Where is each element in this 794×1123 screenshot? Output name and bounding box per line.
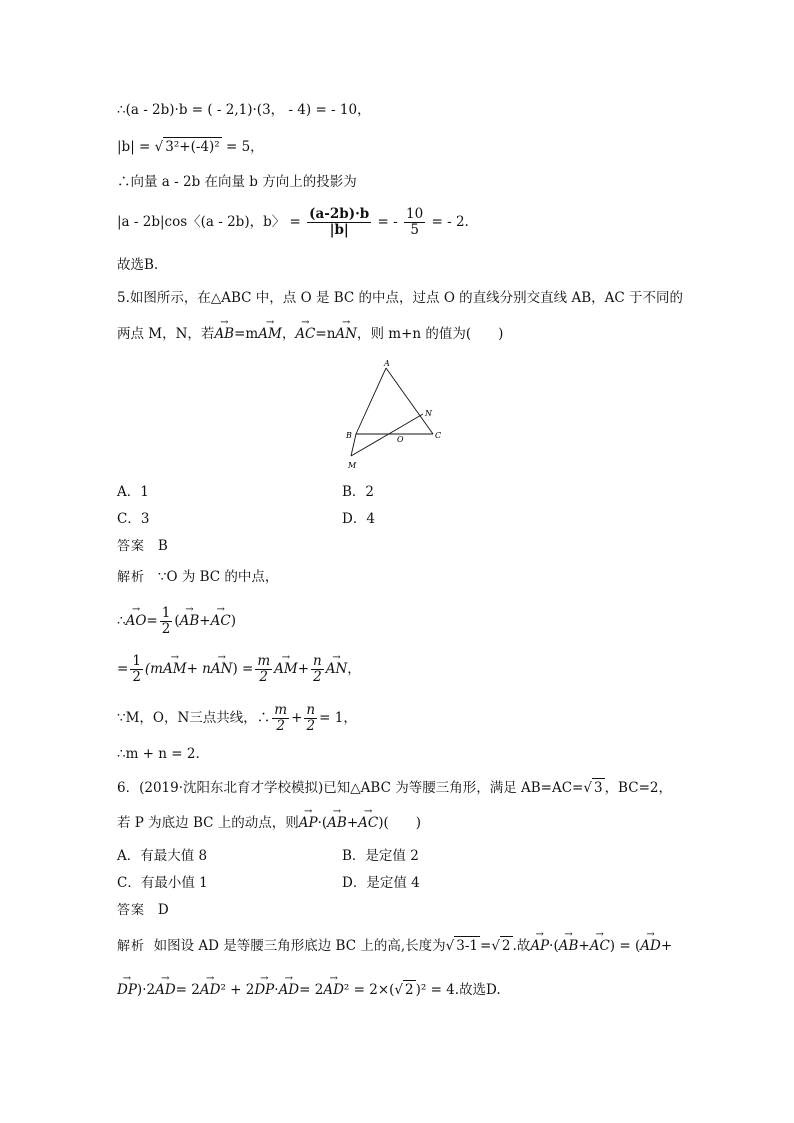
vector-AD: → AD (323, 981, 344, 999)
fraction-denominator: 5 (410, 222, 419, 238)
m-half-fraction (272, 703, 289, 734)
projection-denominator: |b| (329, 222, 349, 238)
plus: + (578, 938, 590, 954)
vector-DP: → DP (254, 981, 274, 999)
equals-two: = 2 (175, 982, 200, 998)
half-fraction (130, 654, 143, 685)
q5-option-b: B．2 (342, 484, 375, 500)
q6-stem-line1: 6．(2019·沈阳东北育才学校模拟)已知△ABC 为等腰三角形，满足 AB=AC=√ 3 ，BC=2， (117, 780, 672, 796)
vector-AM: → AM (274, 660, 298, 678)
solution-line-projection-intro: ∴向量 a - 2b 在向量 b 方向上的投影为 (117, 174, 357, 190)
projection-mid: = - (377, 214, 398, 230)
solution-line-projection-formula (117, 207, 469, 238)
q6-answer (117, 901, 169, 920)
answer-value: B (157, 538, 168, 554)
dot: · (274, 982, 279, 998)
n-half-fraction (304, 703, 317, 734)
vector-AO: → AO (126, 612, 147, 630)
vector-AD: → AD (200, 981, 221, 999)
vector-DP: → DP (117, 981, 137, 999)
label-A: A (384, 359, 390, 368)
q5-eq1: =m (234, 326, 259, 342)
plus: + (660, 938, 673, 954)
half-den: 2 (259, 669, 269, 685)
half-den: 2 (276, 718, 285, 734)
solution-line-magnitude: |b| = √ 3²+(-4)² = 5， (117, 139, 264, 155)
analysis-label: 解析 (117, 939, 146, 954)
half-fraction (160, 606, 173, 637)
projection-numerator: (a-2b)·b (309, 206, 370, 222)
comma: ， (347, 661, 361, 677)
vector-AN: → AN (326, 660, 348, 678)
vector-AM: → AM (163, 660, 187, 678)
vector-AN: → AN (211, 660, 233, 678)
half-den: 2 (161, 621, 171, 637)
vector-AN: → AN (335, 325, 357, 343)
q5-option-d: D．4 (342, 511, 375, 527)
radicand-3-minus-1: 3-1 (456, 938, 478, 954)
so-text: .故 (512, 938, 531, 954)
q6-stem-end: ，BC=2， (604, 780, 672, 796)
half-den: 2 (132, 669, 141, 685)
q5-sep: ， (281, 326, 296, 342)
plus: + (199, 613, 211, 629)
q6-option-c: C．有最小值 1 (117, 875, 208, 891)
vector-AD: → AD (640, 937, 661, 955)
q5-option-c: C．3 (117, 511, 150, 527)
q6-analysis-line2: → DP)·2→ AD= 2→ AD² + 2→ DP·→ AD= 2→ AD² = 2×(√ 2 )² = 4.故选D. (117, 980, 501, 999)
projection-left: |a - 2b|cos〈(a - 2b)，b〉 = (117, 214, 301, 230)
half-num: 1 (161, 605, 171, 621)
q6-stem-part: 若 P 为底边 BC 上的动点，则 (117, 815, 299, 831)
radicand-2: 2 (501, 938, 511, 954)
squared-times: ² = 2×( (343, 982, 395, 998)
dot-paren: ·( (317, 815, 328, 831)
q5-stem-line2 (117, 325, 503, 343)
magnitude-prefix: |b| = (117, 139, 151, 155)
n-num: n (306, 702, 316, 718)
vector-AP: → AP (299, 814, 318, 832)
vector-AM: → AM (258, 325, 282, 343)
label-C: C (435, 431, 442, 440)
equals: ) = (232, 661, 254, 677)
magnitude-suffix: = 5， (225, 139, 264, 155)
equals-one: = 1， (319, 710, 357, 726)
segment-AC (386, 368, 433, 434)
ten-over-five-fraction (404, 207, 425, 238)
m-coef: (m (144, 661, 163, 677)
n-num: n (313, 653, 322, 669)
vector-AC: → AC (211, 612, 231, 630)
segment-AB (356, 368, 386, 434)
vector-AP: → AP (530, 937, 549, 955)
projection-end: = - 2. (431, 214, 469, 230)
magnitude-radicand: 3²+(-4)² (165, 139, 220, 155)
radicand-2: 2 (405, 982, 414, 998)
q5-option-a: A．1 (117, 484, 149, 500)
q6-stem-part: 6．(2019·沈阳东北育才学校模拟)已知△ABC 为等腰三角形，满足 AB=AC= (117, 780, 584, 796)
half-den: 2 (313, 669, 322, 685)
n-coef: + n (186, 661, 211, 677)
m-half-fraction (255, 654, 272, 685)
q5-analysis-line1 (117, 568, 278, 587)
plus: + (291, 710, 303, 726)
collinear-text: ∵M，O，N三点共线，∴ (117, 710, 271, 726)
vector-AB: → AB (559, 937, 579, 955)
label-B: B (346, 431, 352, 440)
vector-AB: → AB (214, 325, 234, 343)
vector-AD: → AD (279, 981, 300, 999)
q5-eq2: =n (315, 326, 336, 342)
q5-analysis-line2 (117, 606, 236, 637)
equals: = (480, 938, 492, 954)
q5-answer (117, 537, 168, 556)
dot-two: )·2 (136, 982, 156, 998)
analysis-text: ∵O 为 BC 的中点， (157, 569, 279, 585)
q5-stem-end: ，则 m+n 的值为( ) (356, 326, 504, 342)
paren-close: ) (230, 613, 236, 629)
therefore: ∴ (117, 613, 126, 629)
height-text: 如图设 AD 是等腰三角形底边 BC 上的高,长度为 (153, 938, 446, 954)
vector-AD: → AD (155, 981, 176, 999)
equals: = (146, 613, 158, 629)
vector-AB: → AB (327, 814, 347, 832)
squared-plus: ² + 2 (220, 982, 255, 998)
q5-stem-line1: 5.如图所示，在△ABC 中，点 O 是 BC 的中点，过点 O 的直线分别交直线 AB，AC 于不同的 (117, 290, 684, 306)
m-num: m (257, 653, 271, 669)
q5-analysis-line3: = $\frac{1}{2}$ (m→ AM+ n→ AN) = $\frac{m}{2}$ → AM+ $\frac{n}{2}$ → AN， (117, 654, 361, 685)
answer-label: 答案 (117, 903, 146, 918)
fraction-numerator: 10 (406, 206, 424, 222)
q5-analysis-line5: ∴m + n = 2. (117, 746, 200, 762)
q6-stem-end: )( ) (378, 815, 422, 831)
answer-label: 答案 (117, 539, 146, 554)
dot-paren: ·( (549, 938, 559, 954)
half-den: 2 (306, 718, 316, 734)
equals-two: = 2 (299, 982, 324, 998)
solution-choice: 故选B. (117, 257, 159, 273)
half-num: 1 (132, 653, 141, 669)
label-O: O (397, 435, 404, 444)
m-num: m (274, 702, 288, 718)
q6-option-b: B．是定值 2 (342, 848, 419, 864)
vector-AC: → AC (295, 325, 315, 343)
sqrt-3: 3 (593, 780, 603, 796)
projection-fraction (307, 207, 371, 238)
n-half-fraction (311, 654, 324, 685)
analysis-label: 解析 (117, 570, 146, 585)
triangle-figure (340, 356, 450, 474)
q6-option-d: D．是定值 4 (342, 875, 420, 891)
q5-stem-part: 两点 M，N，若 (117, 326, 215, 342)
vector-AB: → AB (180, 612, 200, 630)
paren-open: ( (174, 613, 180, 629)
plus: + (297, 661, 310, 677)
solution-line-dot-product: ∴(a - 2b)·b = ( - 2,1)·(3， - 4) = - 10， (117, 102, 371, 118)
q6-analysis-line1: 解析 如图设 AD 是等腰三角形底边 BC 上的高,长度为√ 3-1 =√ 2 .故→ AP·(→ AB+→ AC) = (→ AD+ (117, 936, 672, 956)
vector-AC: → AC (590, 937, 610, 955)
label-N: N (425, 409, 432, 418)
q6-stem-line2 (117, 814, 421, 832)
q6-option-a: A．有最大值 8 (117, 848, 208, 864)
final-result: )² = 4.故选D. (415, 982, 501, 998)
answer-value: D (157, 902, 169, 918)
q5-analysis-line4 (117, 703, 357, 734)
label-M: M (348, 461, 357, 470)
vector-AC: → AC (358, 814, 378, 832)
plus: + (346, 815, 359, 831)
equals-paren: ) = ( (609, 938, 641, 954)
